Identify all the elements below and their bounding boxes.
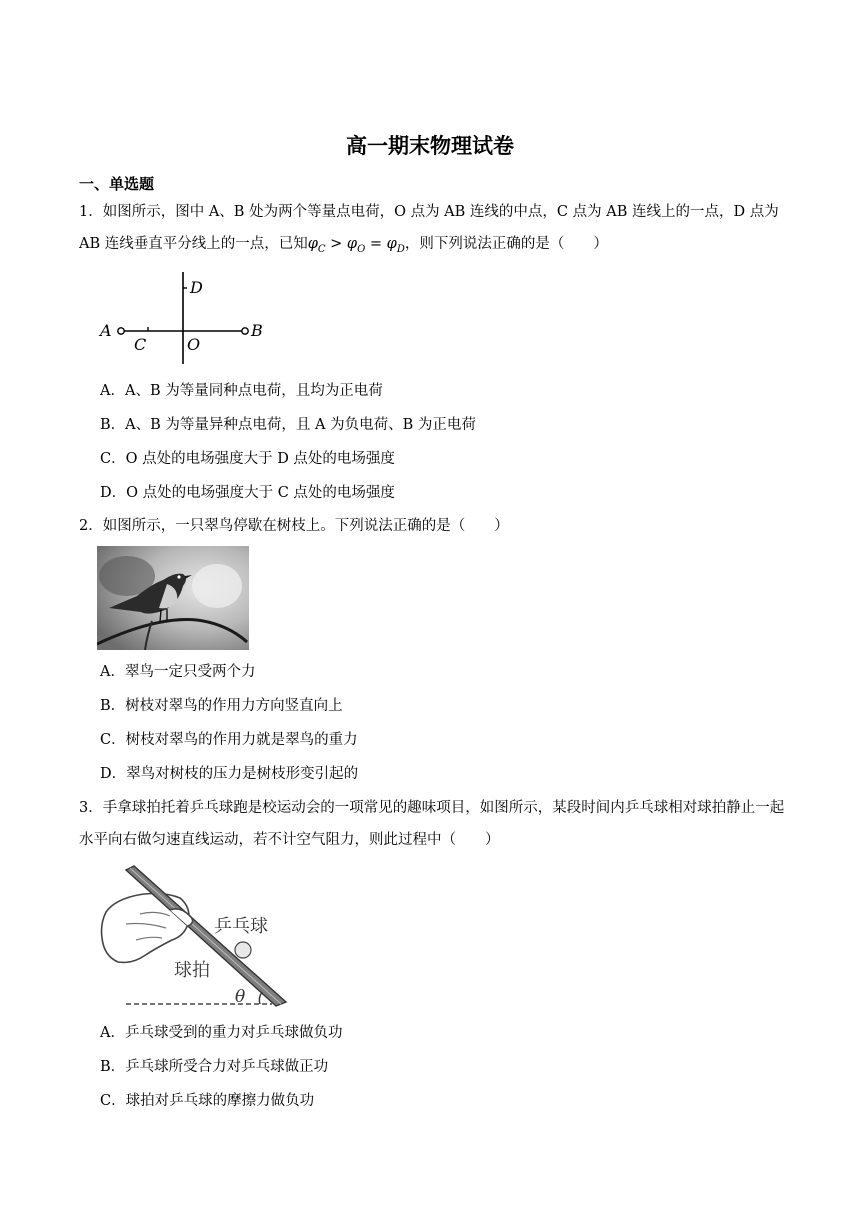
question-2-option-b: B．树枝对翠鸟的作用力方向竖直向上 (100, 698, 343, 714)
label-d: D (190, 278, 203, 297)
section-heading: 一、单选题 (79, 175, 155, 193)
question-1-text-b: ，则下列说法正确的是（ ） (404, 236, 608, 252)
question-3-option-b: B．乒乓球所受合力对乒乓球做正功 (100, 1059, 329, 1075)
label-b: B (251, 321, 263, 340)
question-1-text-a: 1．如图所示，图中 A、B 处为两个等量点电荷，O 点为 AB 连线的中点，C 点为 AB 连线上的一点，D 点为 AB 连线垂直平分线上的一点，已知 (79, 204, 779, 252)
question-2-stem: 2．如图所示，一只翠鸟停歇在树枝上。下列说法正确的是（ ） (79, 518, 509, 534)
question-3-option-c: C．球拍对乒乓球的摩擦力做负功 (100, 1093, 315, 1109)
question-1-option-d: D．O 点处的电场强度大于 C 点处的电场强度 (100, 485, 395, 501)
label-ball: 乒乓球 (214, 916, 268, 937)
question-1-charge-figure (98, 268, 278, 368)
question-2-bird-photo (97, 546, 249, 650)
label-o: O (187, 335, 201, 354)
label-theta: θ (235, 987, 246, 1007)
label-c: C (134, 335, 147, 354)
question-1-option-c: C．O 点处的电场强度大于 D 点处的电场强度 (100, 451, 395, 467)
question-2-option-a: A．翠鸟一定只受两个力 (100, 664, 256, 680)
question-3-stem: 3．手拿球拍托着乒乓球跑是校运动会的一项常见的趣味项目，如图所示，某段时间内乒乓球相对球拍静止一起水平向右做匀速直线运动，若不计空气阻力，则此过程中（ ） (79, 800, 785, 848)
question-1-option-a: A．A、B 为等量同种点电荷，且均为正电荷 (100, 383, 383, 399)
question-3-racket-figure (96, 864, 296, 1012)
question-3-option-a: A．乒乓球受到的重力对乒乓球做负功 (100, 1025, 343, 1041)
question-1-option-b: B．A、B 为等量异种点电荷，且 A 为负电荷、B 为正电荷 (100, 417, 476, 433)
question-1-stem (79, 196, 785, 266)
label-racket: 球拍 (174, 960, 210, 981)
page-title: 高一期末物理试卷 (346, 134, 514, 158)
question-1-potential-relation: $\varphi_C > \varphi_O = \varphi_D$ (307, 236, 405, 255)
question-2-option-c: C．树枝对翠鸟的作用力就是翠鸟的重力 (100, 732, 358, 748)
question-2-option-d: D．翠鸟对树枝的压力是树枝形变引起的 (100, 766, 359, 782)
label-a: A (100, 321, 112, 340)
